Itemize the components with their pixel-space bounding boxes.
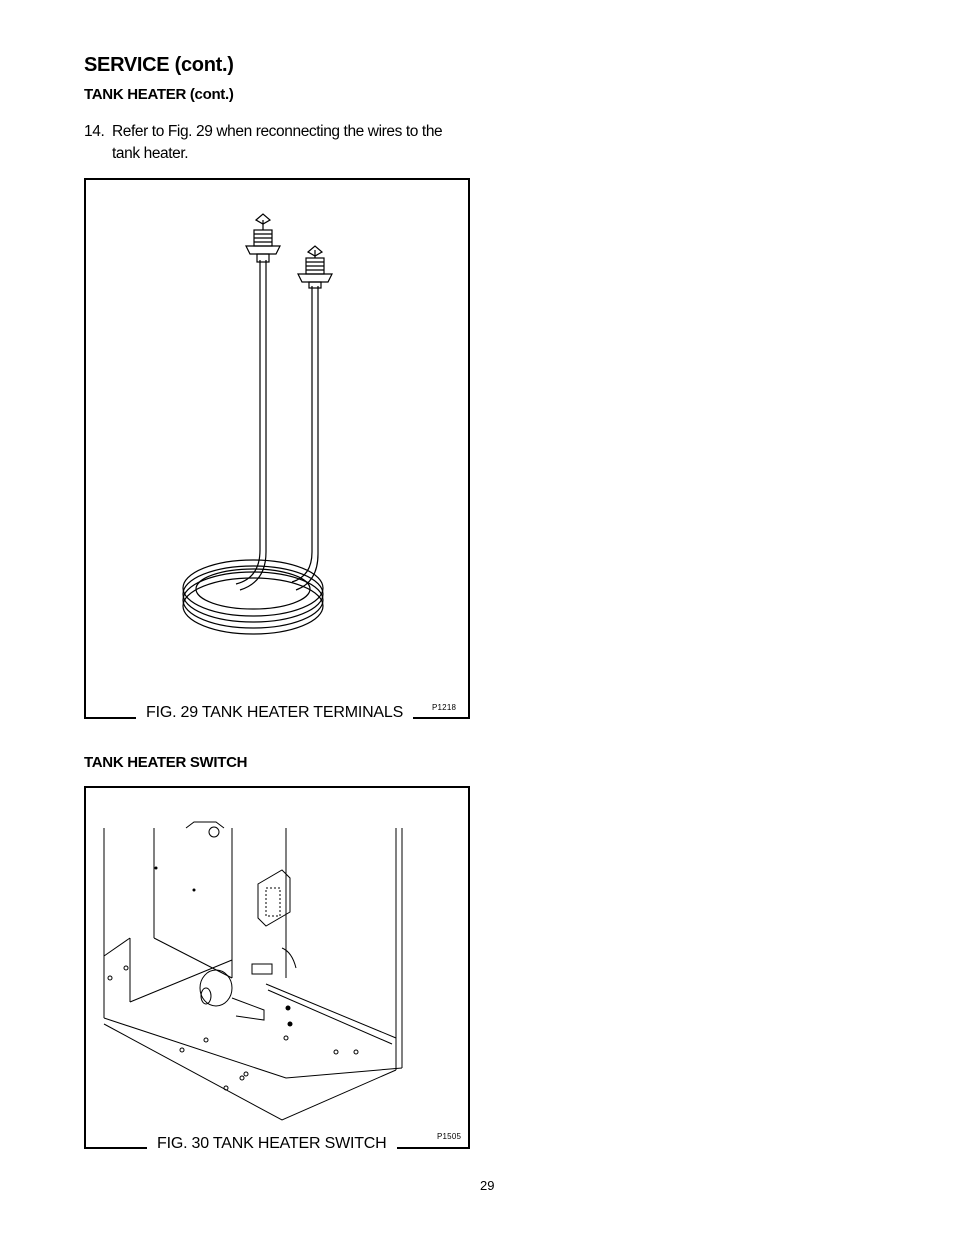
step-text-line2: tank heater.: [112, 145, 189, 162]
figure-29-frame: [84, 178, 470, 719]
step-text-line1: Refer to Fig. 29 when reconnecting the wires to the: [112, 123, 443, 140]
figure-30-code: P1505: [437, 1132, 462, 1141]
instruction-step: [84, 121, 476, 165]
page-title: SERVICE (cont.): [84, 54, 234, 76]
tank-heater-switch-illustration: [86, 788, 468, 1147]
section-heading: TANK HEATER (cont.): [84, 86, 234, 103]
section-heading-switch: TANK HEATER SWITCH: [84, 754, 248, 771]
figure-30-caption: FIG. 30 TANK HEATER SWITCH: [147, 1135, 397, 1153]
page-number: 29: [480, 1178, 495, 1193]
step-number: 14.: [84, 123, 105, 140]
figure-29-code: P1218: [432, 703, 457, 712]
tank-heater-element-illustration: [86, 180, 468, 717]
figure-30-frame: [84, 786, 470, 1149]
figure-29-caption: FIG. 29 TANK HEATER TERMINALS: [136, 704, 413, 722]
